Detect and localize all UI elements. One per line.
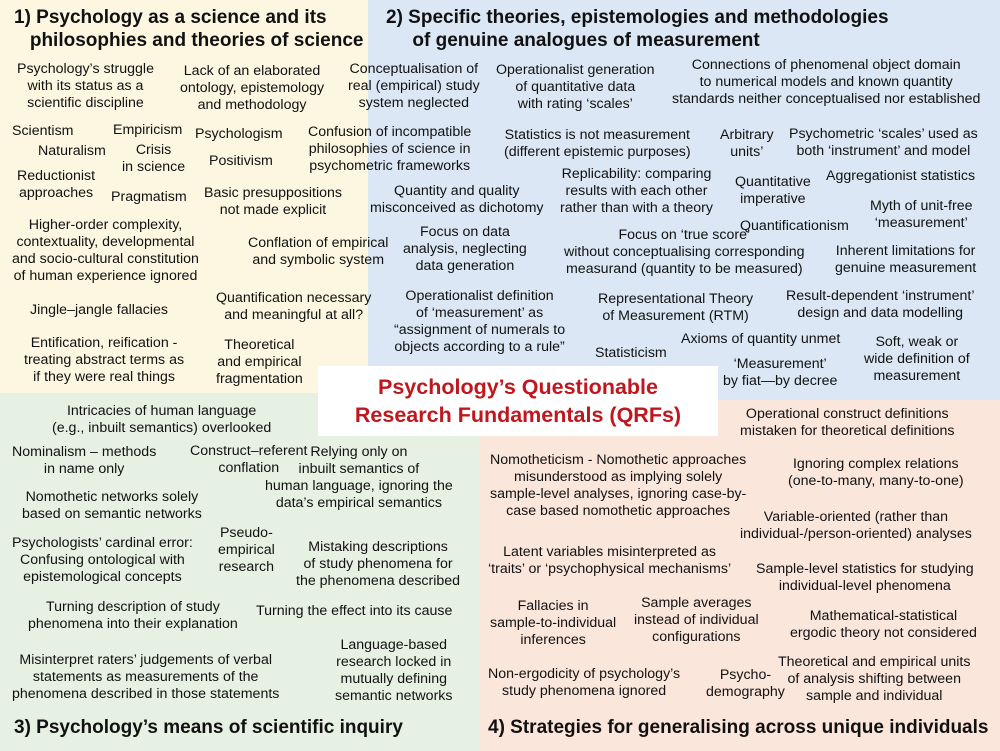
q2-item: Connections of phenomenal object domain to numerical models and known quantity standards neither conceptualised nor established <box>672 57 981 107</box>
q4-item: Variable-oriented (rather than individual-/person-oriented) analyses <box>740 509 972 542</box>
q1-item: Psychologism <box>195 126 283 142</box>
q4-item: Operational construct definitions mistaken for theoretical definitions <box>740 406 955 439</box>
q2-item: Representational Theory of Measurement (RTM) <box>598 291 754 324</box>
q1-item: Psychology’s struggle with its status as a scientific discipline <box>17 61 154 111</box>
q2-item: Aggregationist statistics <box>826 168 976 184</box>
q1-item: Lack of an elaborated ontology, epistemology and methodology <box>180 63 325 113</box>
q3-item: Nominalism – methods in name only <box>12 444 157 477</box>
q1-item: Positivism <box>209 153 273 169</box>
q1-q2-item: Confusion of incompatible philosophies of science in psychometric frameworks <box>308 124 472 174</box>
q2-item: Operationalist definition of ‘measurement’ as “assignment of numerals to objects according to a rule” <box>394 288 566 355</box>
q1-item: Naturalism <box>38 143 106 159</box>
q2-item: Statistics is not measurement (different epistemic purposes) <box>504 127 691 160</box>
q4-item: Ignoring complex relations (one-to-many, many-to-one) <box>788 456 964 489</box>
q2-item: Myth of unit-free ‘measurement’ <box>870 198 973 231</box>
q1-item: Higher-order complexity, contextuality, developmental and socio-cultural constitution of human experience ignored <box>12 217 199 284</box>
q3-item: Intricacies of human language (e.g., inbuilt semantics) overlooked <box>52 403 272 436</box>
q4-item: Latent variables misinterpreted as ‘traits’ or ‘psychophysical mechanisms’ <box>488 544 732 577</box>
q2-item: Focus on ‘true score’ without conceptualising corresponding measurand (quantity to be measured) <box>564 227 805 277</box>
q3-item: Language-based research locked in mutually defining semantic networks <box>335 637 453 704</box>
center-title-box <box>318 366 718 436</box>
q2-item: Psychometric ‘scales’ used as both ‘instrument’ and model <box>789 126 978 159</box>
heading-q2: 2) Specific theories, epistemologies and methodologies of genuine analogues of measurement <box>386 7 889 51</box>
q3-item: Misinterpret raters’ judgements of verbal statements as measurements of the phenomena described in those statements <box>12 652 280 702</box>
q1-item: Reductionist approaches <box>17 168 96 201</box>
q3-item: Psychologists’ cardinal error: Confusing ontological with epistemological concepts <box>12 535 193 585</box>
q4-item: Theoretical and empirical units of analysis shifting between sample and individual <box>778 654 971 704</box>
q2-item: Inherent limitations for genuine measurement <box>835 243 977 276</box>
q1-item: Basic presuppositions not made explicit <box>204 185 343 218</box>
q2-item: Axioms of quantity unmet <box>681 331 841 347</box>
q1-item: Crisis in science <box>122 142 186 175</box>
q2-item: Arbitrary units’ <box>720 127 774 160</box>
q2-item: Quantitative imperative <box>735 174 811 207</box>
q2-item: Quantity and quality misconceived as dichotomy <box>370 183 544 216</box>
q3-item: Mistaking descriptions of study phenomena for the phenomena described <box>296 539 461 589</box>
q3-item: Turning description of study phenomena into their explanation <box>28 599 238 632</box>
center-title: Psychology’s Questionable Research Fundamentals (QRFs) <box>354 375 682 427</box>
heading-q3: 3) Psychology’s means of scientific inquiry <box>14 717 403 738</box>
q4-item: Sample-level statistics for studying individual-level phenomena <box>756 561 974 594</box>
q3-item: Turning the effect into its cause <box>256 603 453 619</box>
q1-item: Entification, reification - treating abstract terms as if they were real things <box>24 335 185 385</box>
q1-q2-item: Quantification necessary and meaningful at all? <box>216 290 372 323</box>
q4-item: Mathematical-statistical ergodic theory not considered <box>790 608 977 641</box>
q2-item: ‘Measurement’ by fiat—by decree <box>723 356 838 389</box>
q2-item: Operationalist generation of quantitative data with rating ‘scales’ <box>496 62 655 112</box>
q3-item: Pseudo- empirical research <box>218 525 275 575</box>
heading-q1: 1) Psychology as a science and its philosophies and theories of science <box>14 7 364 51</box>
q3-item: Construct–referent conflation <box>190 443 308 476</box>
q1-q2-item: Conflation of empirical and symbolic system <box>248 235 389 268</box>
q2-item: Quantificationism <box>740 218 849 234</box>
q3-item: Relying only on inbuilt semantics of human language, ignoring the data’s empirical semantics <box>265 444 453 511</box>
q4-item: Nomotheticism - Nomothetic approaches misunderstood as implying solely sample-level analyses, ignoring case-by- case based nomothetic approaches <box>490 452 747 519</box>
q4-item: Fallacies in sample-to-individual inferences <box>490 598 617 648</box>
q2-item: Result-dependent ‘instrument’ design and data modelling <box>786 288 975 321</box>
q4-item: Non-ergodicity of psychology’s study phenomena ignored <box>488 666 681 699</box>
q2-item: Focus on data analysis, neglecting data generation <box>403 224 527 274</box>
q3-item: Nomothetic networks solely based on semantic networks <box>22 489 202 522</box>
q1-item: Empiricism <box>113 122 183 138</box>
q1-q2-item: Conceptualisation of real (empirical) study system neglected <box>348 61 480 111</box>
q1-item: Jingle–jangle fallacies <box>30 302 169 318</box>
q1-item: Scientism <box>12 123 74 139</box>
q2-item: Soft, weak or wide definition of measurement <box>864 334 970 384</box>
q1-item: Pragmatism <box>111 189 187 205</box>
q2-item: Statisticism <box>595 345 667 361</box>
q2-item: Replicability: comparing results with each other rather than with a theory <box>560 166 713 216</box>
q4-item: Psycho- demography <box>706 667 785 700</box>
q1-q2-item: Theoretical and empirical fragmentation <box>216 337 303 387</box>
q4-item: Sample averages instead of individual configurations <box>634 595 759 645</box>
heading-q4: 4) Strategies for generalising across unique individuals <box>488 717 989 738</box>
